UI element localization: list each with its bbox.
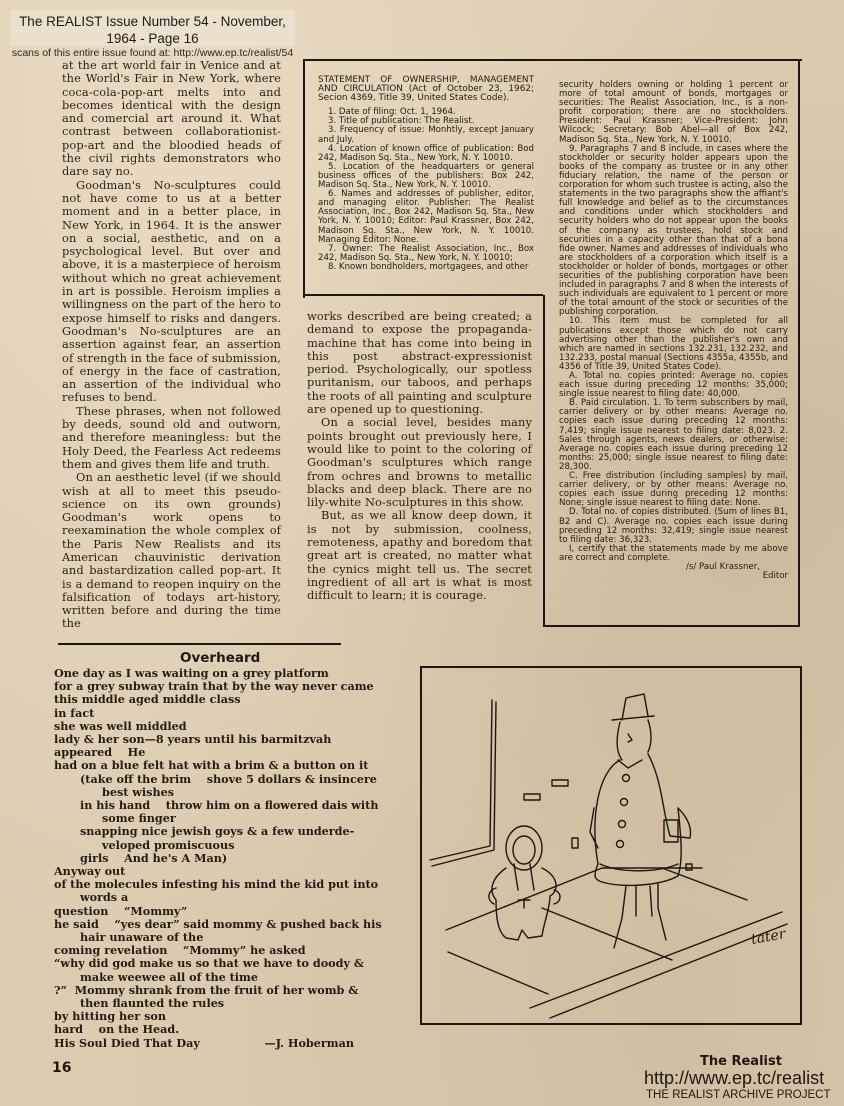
paragraph: These phrases, when not followed by deeds, sound old and outworn, and therefore meaningless: but the Holy Deed, the Fearless Act redeems them and gives them life and truth.: [62, 403, 281, 471]
sidewalk-line: [530, 912, 782, 1008]
statement-item: 4. Location of known office of publication: Bod 242, Madison Sq. Sta., New York, N. Y. 10010.: [318, 143, 534, 163]
statement-item: 7. Owner: The Realist Association, Inc., Box 242, Madison Sq. Sta., New York, N. Y. 10010;: [318, 243, 534, 263]
poem-line: hair unaware of the: [80, 930, 204, 945]
sidewalk-line: [662, 868, 747, 900]
poem-title: Overheard: [180, 650, 261, 666]
statement-box-border: [303, 294, 543, 296]
sidewalk-line: [448, 952, 548, 994]
poem-line: she was well middled: [54, 718, 187, 733]
article-column-2: [307, 310, 532, 603]
poem-line: had on a blue felt hat with a brim & a button on it: [54, 758, 369, 773]
poem-line: girls And he's A Man): [80, 850, 228, 865]
statement-item: D. Total no. of copies distributed. (Sum of lines B1, B2 and C). Average no. copies each issue during preceding 12 months: 32,419; single issue nearest to filing date: 36,323.: [559, 507, 788, 545]
statement-box-border: [543, 295, 545, 627]
poem-line: lady & her son—8 years until his barmitzvah: [54, 732, 332, 747]
article-column-1: [62, 59, 281, 631]
brick: [572, 838, 578, 848]
wall-corner-line: [430, 700, 492, 860]
statement-item: 5. Location of the headquarters or general business offices of the publishers: Box 242, Madison Sq. Sta., New York, N. Y. 10010.: [318, 161, 534, 191]
poem-author: —J. Hoberman: [264, 1035, 354, 1050]
poem-line: in his hand throw him on a flowered dais with: [80, 798, 379, 813]
poem-line: “why did god make us so that we have to doody &: [54, 956, 364, 971]
statement-of-ownership-part-a: [318, 76, 534, 272]
publication-name: The Realist: [700, 1054, 782, 1069]
statement-signature-title: Editor: [762, 571, 788, 582]
paragraph: On a social level, besides many points brought out previously here, I would like to point to the coloring of Goodman's sculptures which range from ochres and browns to metallic blacks and deep black. There are no lily-white No-sculptures in this show.: [307, 415, 532, 510]
paragraph: works described are being created; a demand to expose the propaganda-machine that has come into being in this post abstract-expressionist period. Psychologically, our spotless puritanism, our taboos, and perhaps the roots of all painting and sculpture are opened up to questioning.: [307, 309, 532, 417]
artist-signature: tater: [749, 926, 787, 948]
archive-header: [10, 10, 295, 59]
cartoon-drawing: [422, 668, 800, 1023]
poem-line: he said “yes dear” said mommy & pushed back his: [54, 916, 382, 931]
statement-item: 9. Paragraphs 7 and 8 include, in cases where the stockholder or security holder appears upon the books of the company as trustee or in any other fiduciary relation, the name of the person or corporation for whom such trustee is acting, also the statements in the two paragraphs show the affiant's full knowledge and belief as to the circumstances and conditions under which stockholders and security holders who do not appear upon the books of the company as trustees, hold stock and securities in a capacity other than that of a bona fide owner. Names and addresses of individuals who are stockholders of a corporation which itself is a stockholder or holder of bonds, mortgages or other securities of the publishing corporation have been included in paragraphs 7 and 8 when the interests of such individuals are equivalent to 1 percent or more of the total amount of the stock or securities of the publishing corporation.: [559, 143, 788, 318]
brick: [524, 794, 540, 800]
woman-figure: [590, 694, 691, 948]
poem-line: words a: [80, 890, 129, 905]
poem-line: veloped promiscuous: [102, 837, 235, 852]
poem-line: then flaunted the rules: [80, 996, 225, 1011]
poem-line: One day as I was waiting on a grey platform: [54, 666, 329, 680]
poem-line: appeared He: [54, 745, 146, 760]
poem-line: make weewee all of the time: [80, 969, 258, 984]
poem-line: of the molecules infesting his mind the kid put into: [54, 877, 379, 892]
wall-corner-line: [432, 702, 496, 866]
archive-project-label: THE REALIST ARCHIVE PROJECT: [646, 1089, 831, 1101]
poem-line: this middle aged middle class: [54, 692, 241, 707]
poem-line: hard on the Head.: [54, 1022, 180, 1037]
statement-item: B. Paid circulation. 1. To term subscribers by mail, carrier delivery or by other means: Average no. copies each issue during preceding 12 months: 7,419; single issue nearest to filing date: 8,023. 2. Sales through agents, news dealers, or otherwise: Average no. copies each issue during preceding 12 months: 25,000; single issue nearest to filing date: 28,300.: [559, 398, 788, 472]
statement-item: 6. Names and addresses of publisher, editor, and managing elitor. Publisher: The Realist Association, Inc., Box 242, Madison Sq. Sta., New York, N. Y. 10010; Editor: Paul Krassner, Box 242, Madison Sq. Sta., New York, N. Y. 10010. Managing Editor: None.: [318, 189, 534, 245]
brick: [686, 864, 692, 870]
paragraph: at the art world fair in Venice and at the World's Fair in New York, where coca-cola-pop-art melts into and becomes identical with the design and comercial art around it. What contrast between collaborationist-pop-art and the bloodied heads of the civil rights demonstrators who dare say no.: [62, 58, 281, 179]
poem-line: by hitting her son: [54, 1009, 166, 1024]
statement-item: 8. Known bondholders, mortgagees, and other: [328, 261, 529, 272]
statement-item: 3. Frequency of issue: Monhtly, except January and July.: [318, 125, 534, 145]
statement-heading: STATEMENT OF OWNERSHIP, MANAGEMENT AND CIRCULATION (Act of October 23, 1962; Secion 4369, Title 39, United States Code).: [318, 75, 534, 104]
poem-line: in fact: [54, 705, 95, 720]
issue-title: The REALIST Issue Number 54 - November, 1964 - Page 16: [19, 14, 286, 46]
paragraph: Goodman's No-sculptures could not have come to us at a better moment and in a better place, in New York, in 1964. It is the answer on a social, aesthetic, and on a psychological level. But over and above, it is a masterpiece of heroism without which no great achievement in art is possible. Heroism implies a willingness on the part of the hero to expose himself to risks and dangers. Goodman's No-sculptures are an assertion against fear, an assertion of strength in the face of submission, of energy in the face of castration, an assertion of the individual who refuses to bend.: [62, 177, 281, 405]
poem-line: snapping nice jewish goys & a few underde-: [80, 824, 355, 839]
poem-line: (take off the brim shove 5 dollars & insincere: [80, 771, 377, 786]
poem-closing: [54, 1037, 354, 1050]
poem-line: some finger: [102, 811, 176, 826]
statement-of-ownership-part-b: [559, 81, 788, 581]
poem-line: question “Mommy”: [54, 903, 188, 918]
page-number: 16: [52, 1060, 72, 1076]
child-figure: [489, 826, 560, 940]
statement-item: 10. This item must be completed for all publications except those which do not carry advertising other than the publisher's own and which are named in sections 132.231, 132.232, and 132.233, postal manual (Sections 4355a, 4355b, and 4356 of Title 39, United States Code).: [559, 316, 788, 372]
statement-signature: /s/ Paul Krassner,: [685, 561, 760, 572]
statement-box-border: [798, 59, 800, 627]
poem-line: ?” Mommy shrank from the fruit of her womb &: [54, 982, 359, 997]
poem-last-line: His Soul Died That Day: [54, 1035, 200, 1050]
poem-line: best wishes: [102, 784, 175, 799]
archive-link-text[interactable]: scans of this entire issue found at: http://www.ep.tc/realist/54: [11, 47, 294, 59]
section-divider: [58, 643, 341, 645]
poem-line: for a grey subway train that by the way never came: [54, 679, 374, 694]
statement-item: 1. Date of filing: Oct. 1, 1964.: [328, 107, 456, 118]
poem-body: [54, 666, 382, 1050]
statement-item: I, certify that the statements made by me above are correct and complete.: [559, 543, 788, 563]
brick: [552, 780, 568, 786]
statement-item: A. Total no. copies printed: Average no. copies each issue during preceding 12 months: 35,000; single issue nearest to filing date: 40,000.: [559, 371, 788, 400]
statement-item: C. Free distribution (including samples) by mail, carrier delivery, or by other means: Average no. copies each issue during preceding 12 months: None; single issue nearest to filing date: None.: [559, 471, 788, 509]
paragraph: On an aesthetic level (if we should wish at all to meet this pseudo-science on its own grounds) Goodman's work opens to reexamination the whole complex of the Paris New Realists and its American chauvinistic derivation and bastardization called pop-art. It is a demand to reopen inquiry on the falsification of todays art-history, written before and during the time the: [62, 470, 281, 631]
archive-url-link[interactable]: http://www.ep.tc/realist: [644, 1068, 825, 1088]
statement-box-border: [543, 625, 800, 627]
cartoon-illustration: [420, 666, 802, 1025]
statement-item: security holders owning or holding 1 percent or more of total amount of bonds, mortgages or securities: The Realist Association, Inc., is a non-profit corporation; there are no stockholders. President: Paul Krassner; Vice-President: John Wilcock; Secretary: Bob Abel—all of Box 242, Madison Sq. Sta., New York, N. Y. 10010.: [559, 80, 788, 145]
statement-item: 3. Title of publication: The Realist.: [328, 116, 475, 127]
paragraph: But, as we all know deep down, it is not by submission, coolness, remoteness, apathy and boredom that great art is created, no matter what the cynics might tell us. The secret ingredient of all art is what is most difficult to learn; it is courage.: [307, 508, 532, 603]
poem-line: coming revelation “Mommy” he asked: [54, 943, 306, 958]
poem-line: Anyway out: [54, 864, 126, 879]
